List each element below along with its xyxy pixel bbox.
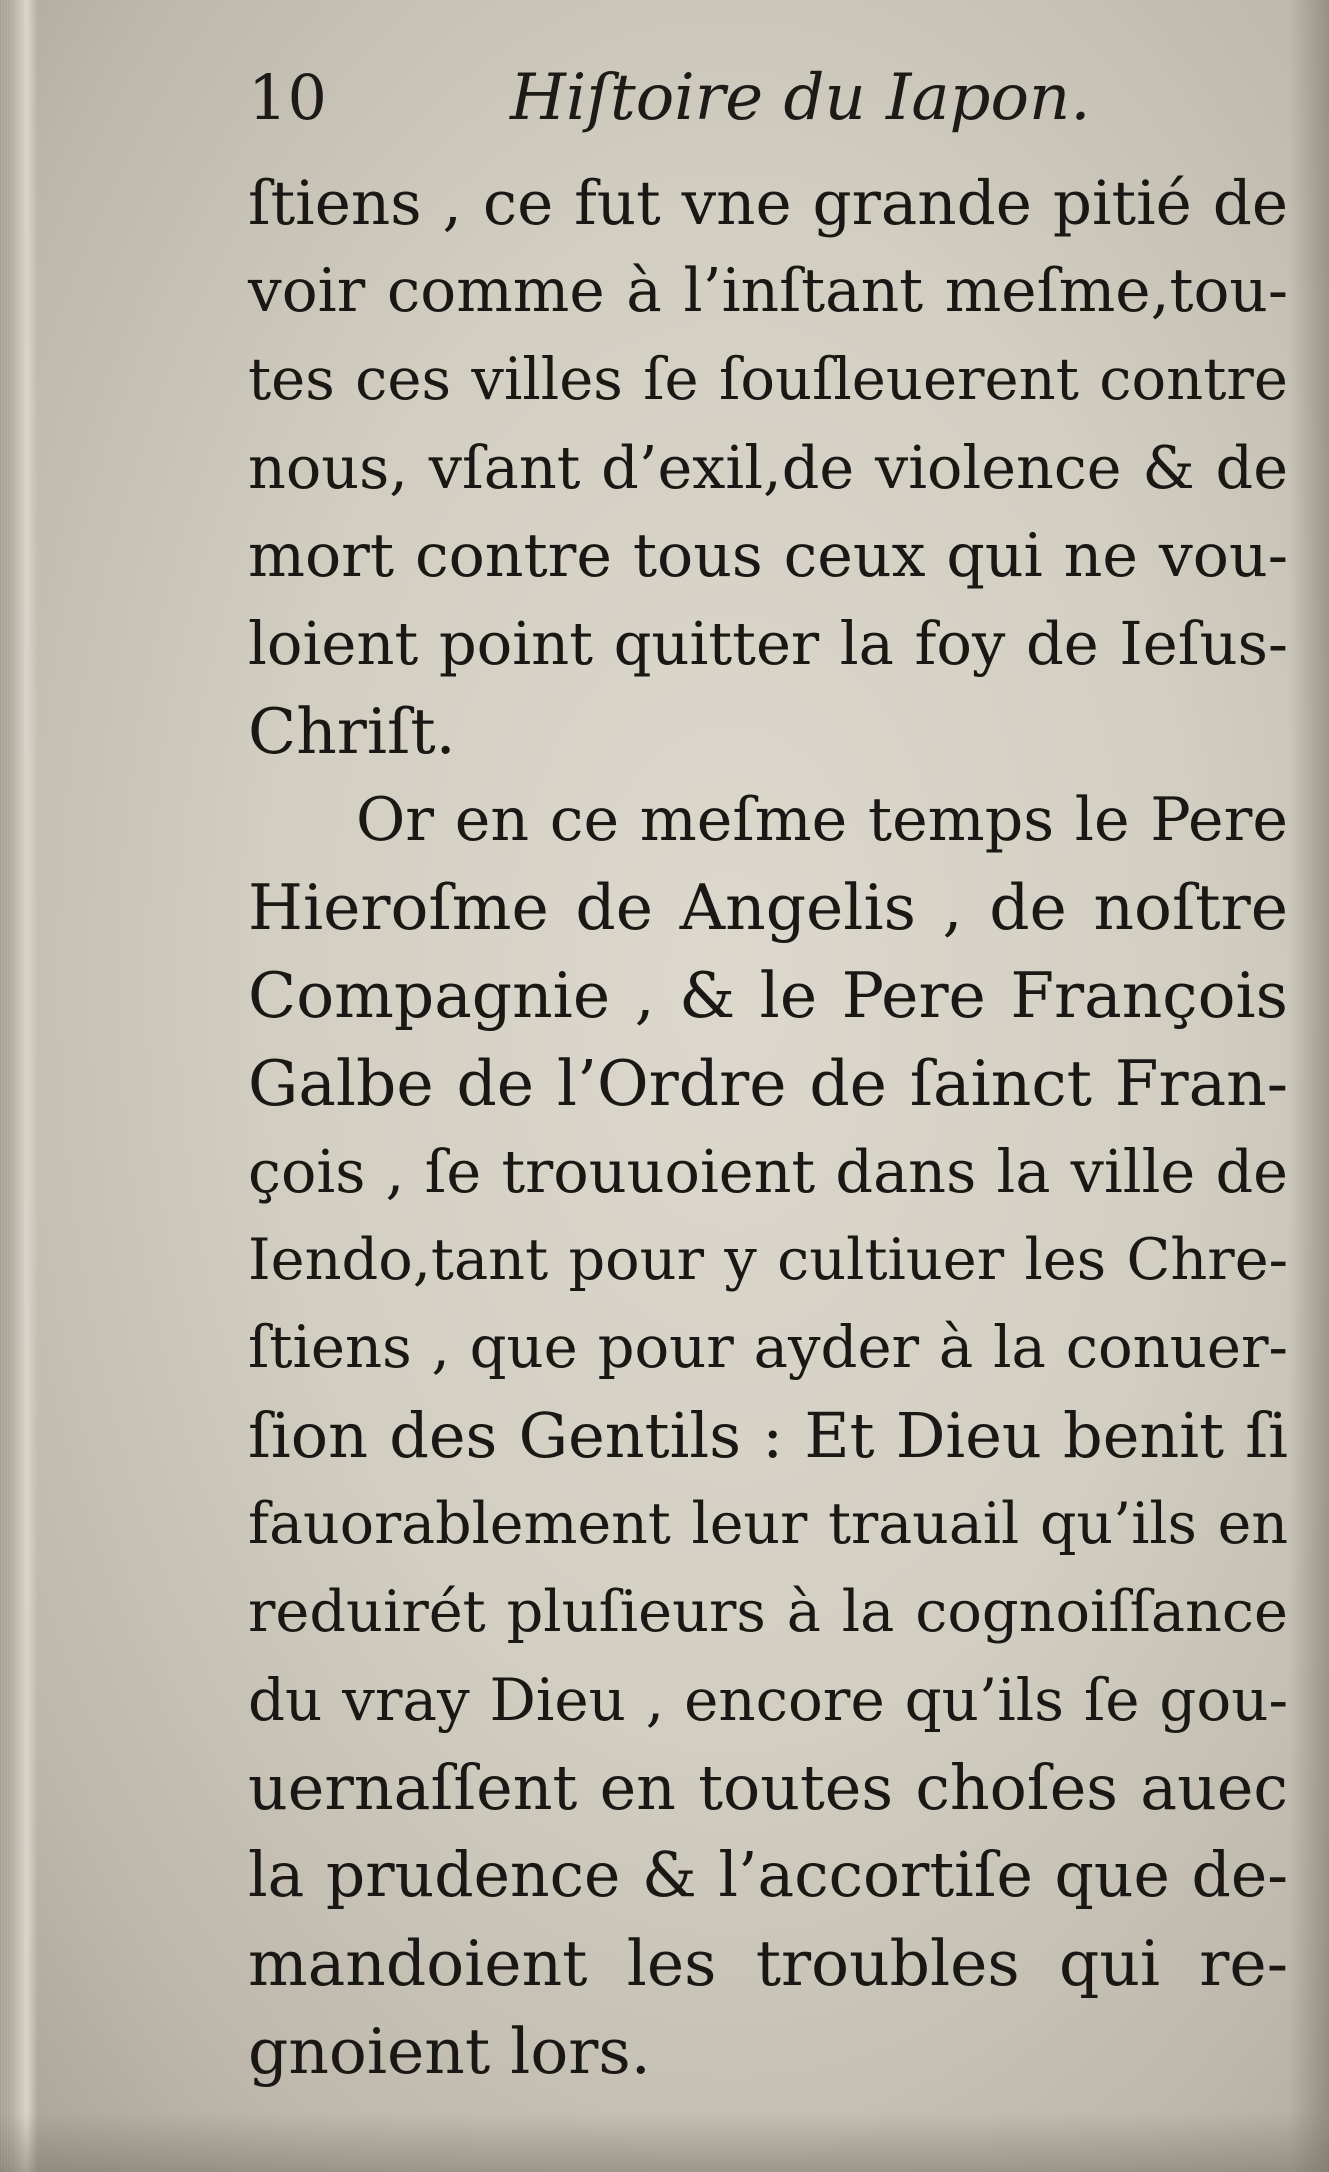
- text-line: uernaſſent en toutes choſes auec: [248, 1752, 1288, 1824]
- text-line: Or en ce meſme temps le Pere: [356, 785, 1288, 855]
- text-line: Chriſt.: [248, 695, 456, 768]
- page-bottom-shadow: [0, 2112, 1329, 2172]
- text-line: ſion des Gentils : Et Dieu benit ſi: [248, 1399, 1288, 1472]
- text-line: reduirét pluſieurs à la cognoiſſance: [248, 1578, 1288, 1645]
- text-line: mandoient les troubles qui re-: [248, 1927, 1288, 2000]
- text-line: la prudence & l’accortiſe que de-: [248, 1840, 1288, 1911]
- text-line: fauorablement leur trauail qu’ils en: [248, 1491, 1288, 1557]
- text-line: voir comme à l’inſtant meſme,tou-: [248, 257, 1288, 326]
- paragraph-1: [248, 160, 1288, 776]
- text-line: tes ces villes ſe ſouſleuerent contre: [248, 346, 1288, 413]
- text-line: nous, vſant d’exil,de violence & de: [248, 433, 1288, 502]
- paragraph-2: [248, 776, 1288, 2096]
- text-line: loient point quitter la foy de Ieſus-: [248, 609, 1288, 678]
- text-line: çois , ſe trouuoient dans la ville de: [248, 1137, 1288, 1206]
- text-line: du vray Dieu , encore qu’ils ſe gou-: [248, 1666, 1288, 1734]
- text-line: gnoient lors.: [248, 2015, 651, 2088]
- text-line: ſtiens , ce fut vne grande pitié de: [248, 168, 1288, 239]
- text-line: Hieroſme de Angelis , de noſtre: [248, 871, 1288, 944]
- text-line: mort contre tous ceux qui ne vou-: [248, 521, 1288, 591]
- page-header: [248, 58, 1288, 138]
- text-block: [248, 160, 1288, 2096]
- text-line: Compagnie , & le Pere François: [248, 959, 1288, 1032]
- page-number: 10: [248, 61, 327, 134]
- text-line: ſtiens , que pour ayder à la conuer-: [248, 1314, 1288, 1381]
- text-line: Iendo,tant pour y cultiuer les Chre-: [248, 1226, 1288, 1293]
- running-title: Hiſtoire du Iapon.: [510, 61, 1091, 135]
- page-right-shadow: [1289, 0, 1329, 2172]
- text-line: Galbe de l’Ordre de ſainct Fran-: [248, 1047, 1288, 1120]
- page-leaf-edges: [0, 0, 12, 2172]
